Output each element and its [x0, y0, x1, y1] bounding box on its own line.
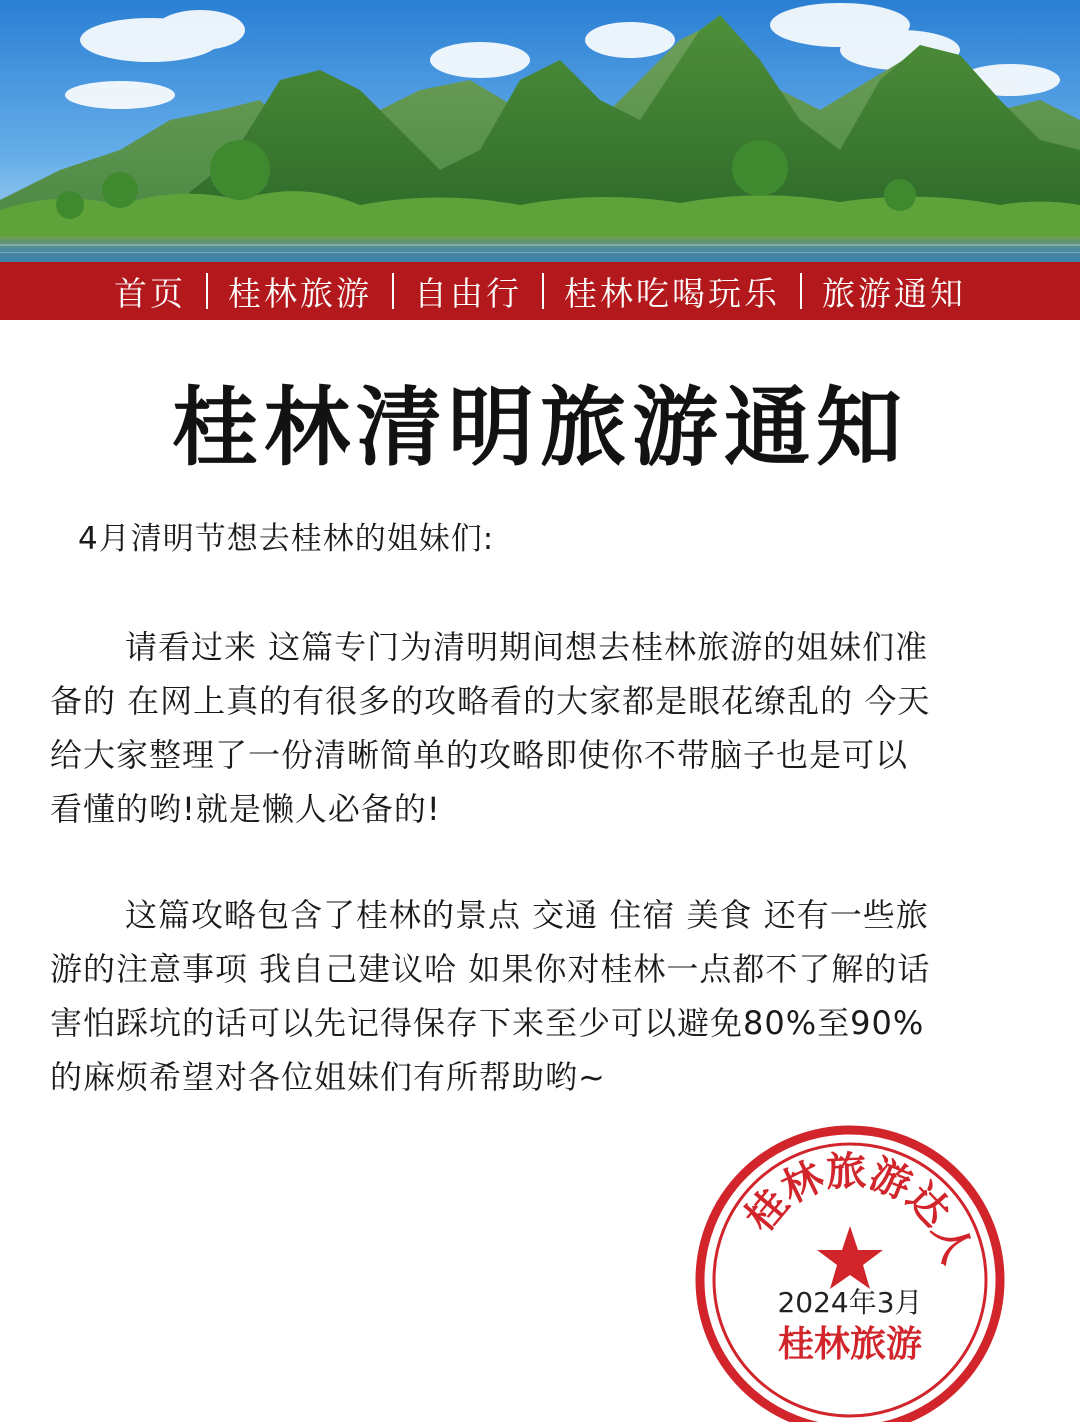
stamp-arc-char: 人 [923, 1216, 980, 1270]
paragraph-line: 给大家整理了一份清晰简单的攻略即使你不带脑子也是可以 [50, 736, 909, 774]
nav-divider [206, 273, 208, 309]
guide-contents-paragraph [50, 888, 1040, 1104]
paragraph-line: 备的 在网上真的有很多的攻略看的大家都是眼花缭乱的 今天 [50, 682, 931, 720]
nav-divider [392, 273, 394, 309]
paragraph-line: 害怕踩坑的话可以先记得保存下来至少可以避免80%至90% [50, 1004, 925, 1042]
nav-item-free-travel[interactable]: 自由行 [414, 273, 522, 313]
greeting-text: 4月清明节想去桂林的姐妹们: [78, 521, 495, 557]
nav-item-travel-notice[interactable]: 旅游通知 [822, 273, 966, 313]
stamp-arc-char: 游 [863, 1151, 918, 1209]
stamp-name: 桂林旅游 [777, 1324, 923, 1365]
nav-divider [800, 273, 802, 309]
nav-item-guilin-travel[interactable]: 桂林旅游 [228, 273, 372, 313]
stamp-arc-char: 达 [897, 1174, 959, 1236]
hero-landscape-image [0, 0, 1080, 262]
stamp-arc-char: 桂 [736, 1180, 798, 1241]
stamp-date: 2024年3月 [777, 1286, 923, 1319]
nav-divider [542, 273, 544, 309]
paragraph-line: 看懂的哟!就是懒人必备的! [50, 790, 441, 828]
intro-paragraph [50, 620, 1040, 836]
paragraph-line: 的麻烦希望对各位姐妹们有所帮助哟~ [50, 1058, 606, 1096]
top-navigation-bar [0, 262, 1080, 320]
page-title: 桂林清明旅游通知 [172, 378, 908, 478]
stamp-arc-char: 旅 [825, 1148, 867, 1196]
red-seal-stamp [692, 1122, 1008, 1422]
star-icon [817, 1226, 883, 1289]
nav-item-food-fun[interactable]: 桂林吃喝玩乐 [564, 273, 780, 313]
paragraph-line: 请看过来 这篇专门为清明期间想去桂林旅游的姐妹们准 [125, 628, 929, 666]
nav-item-home[interactable]: 首页 [114, 273, 186, 313]
stamp-arc-char: 林 [774, 1153, 831, 1213]
paragraph-line: 这篇攻略包含了桂林的景点 交通 住宿 美食 还有一些旅 [125, 896, 929, 934]
paragraph-line: 游的注意事项 我自己建议哈 如果你对桂林一点都不了解的话 [50, 950, 931, 988]
